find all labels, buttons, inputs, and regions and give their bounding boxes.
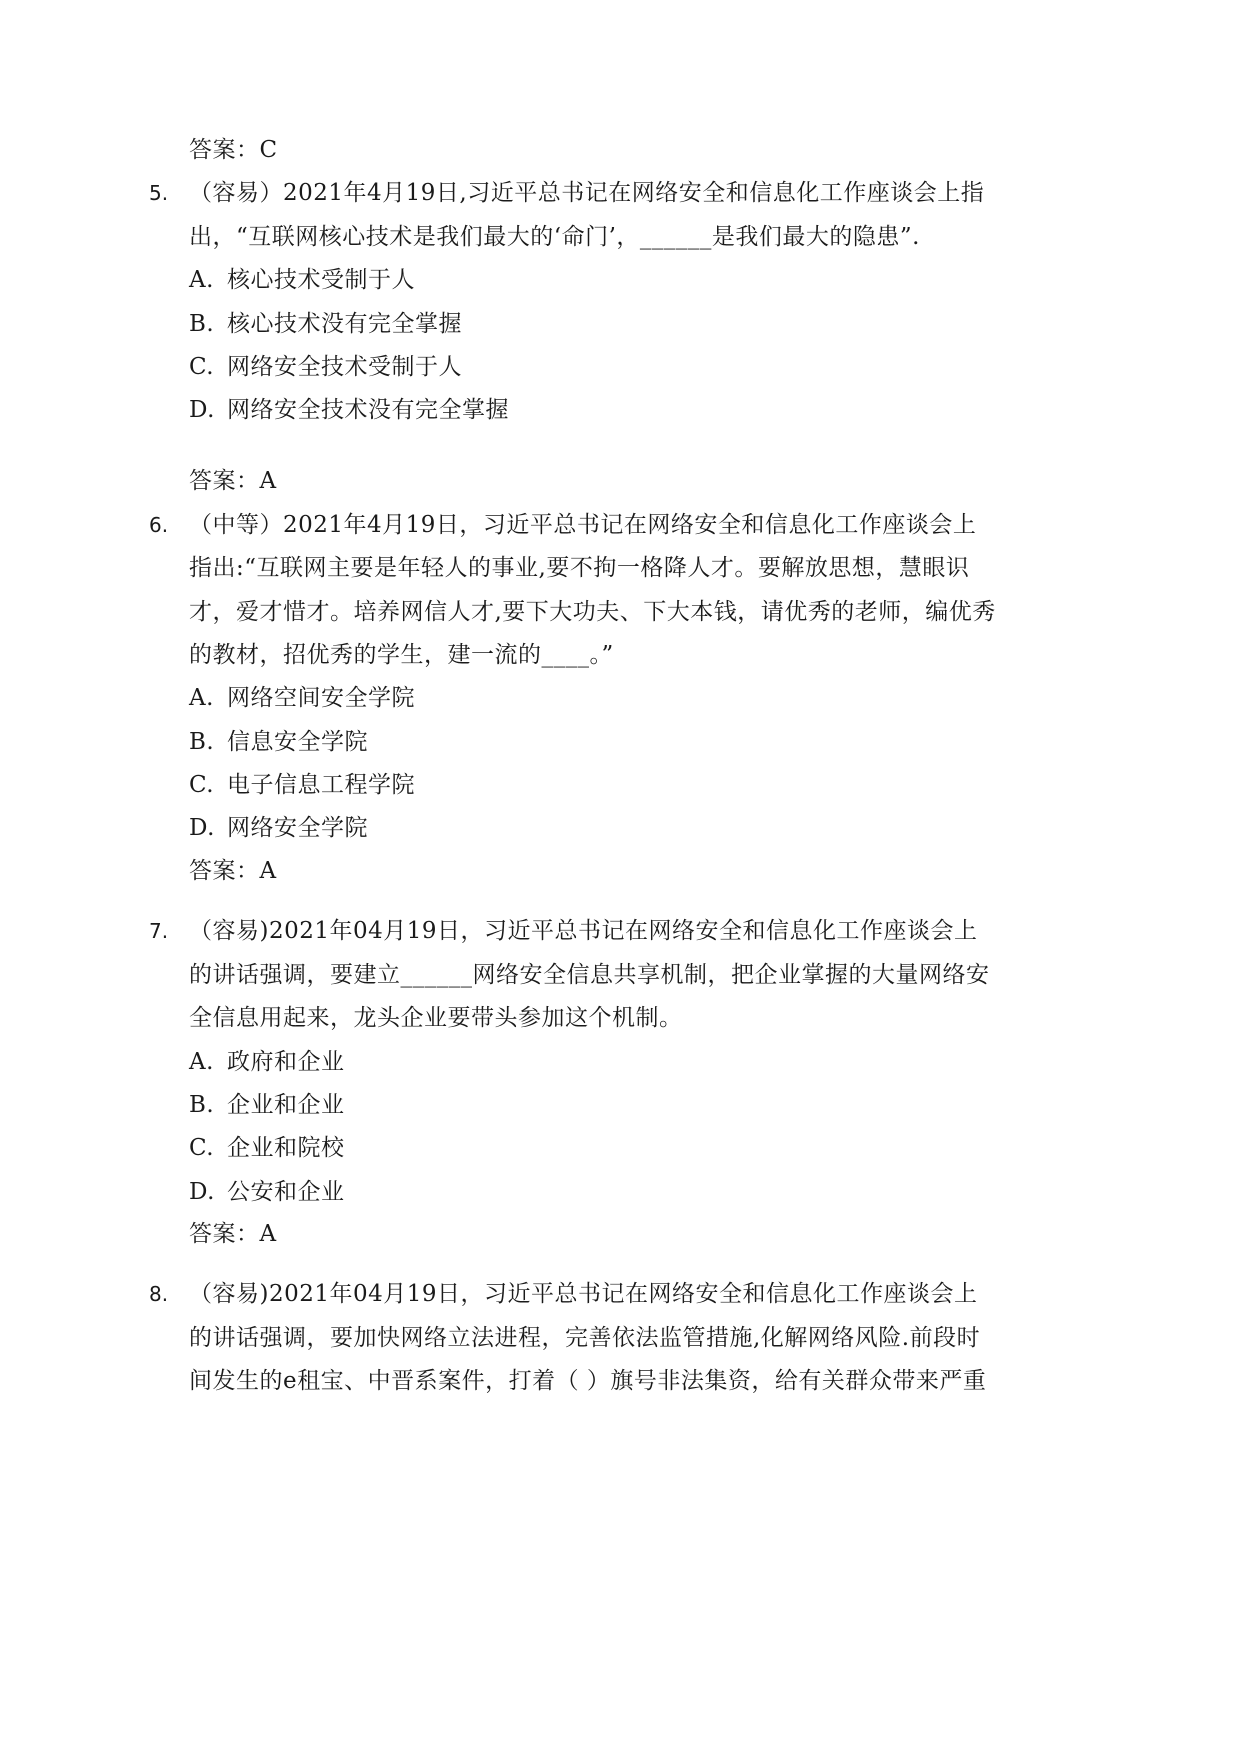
- question-6-line-4: 的教材，招优秀的学生，建一流的____。”: [189, 642, 614, 668]
- answer-q4: 答案：C: [189, 137, 278, 163]
- question-6-line-3: 才，爱才惜才。培养网信人才,要下大功夫、下大本钱，请优秀的老师，编优秀: [189, 599, 996, 625]
- question-6-option-b: [189, 727, 368, 757]
- question-number-5: 5.: [149, 181, 169, 205]
- question-6-option-c: [189, 770, 415, 800]
- question-5-line-2: 出，“互联网核心技术是我们最大的‘命门’，______是我们最大的隐患”.: [189, 224, 920, 250]
- option-text: 企业和院校: [227, 1135, 345, 1161]
- answer-q7: 答案：A: [189, 1221, 277, 1247]
- question-7-option-b: [189, 1090, 345, 1120]
- question-6-option-d: [189, 813, 368, 843]
- option-text: 网络安全技术受制于人: [227, 354, 462, 380]
- option-text: 网络安全技术没有完全掌握: [227, 397, 509, 423]
- option-letter: B.: [189, 1092, 215, 1118]
- option-text: 政府和企业: [227, 1049, 345, 1075]
- option-letter: B.: [189, 311, 215, 337]
- option-letter: C.: [189, 772, 215, 798]
- question-8-line-1: （容易)2021年04月19日，习近平总书记在网络安全和信息化工作座谈会上: [189, 1281, 978, 1307]
- question-7-option-d: [189, 1177, 345, 1207]
- option-text: 网络空间安全学院: [227, 685, 415, 711]
- option-text: 网络安全学院: [227, 815, 368, 841]
- option-letter: C.: [189, 1135, 215, 1161]
- option-text: 核心技术受制于人: [227, 267, 415, 293]
- option-text: 信息安全学院: [227, 729, 368, 755]
- question-5-option-a: [189, 265, 415, 295]
- question-number-7: 7.: [149, 919, 169, 943]
- question-7-option-a: [189, 1047, 345, 1077]
- option-text: 公安和企业: [227, 1179, 345, 1205]
- question-number-6: 6.: [149, 513, 169, 537]
- question-6-line-1: （中等）2021年4月19日，习近平总书记在网络安全和信息化工作座谈会上: [189, 512, 977, 538]
- answer-q6: 答案：A: [189, 858, 277, 884]
- option-text: 企业和企业: [227, 1092, 345, 1118]
- question-5-option-d: [189, 395, 509, 425]
- question-7-line-2: 的讲话强调，要建立______网络安全信息共享机制，把企业掌握的大量网络安: [189, 962, 990, 988]
- question-number-8: 8.: [149, 1282, 169, 1306]
- question-5-line-1: （容易）2021年4月19日,习近平总书记在网络安全和信息化工作座谈会上指: [189, 180, 985, 206]
- question-6-line-2: 指出:“互联网主要是年轻人的事业,要不拘一格降人才。要解放思想，慧眼识: [189, 555, 970, 581]
- question-8-line-3: 间发生的e租宝、中晋系案件，打着（ ）旗号非法集资，给有关群众带来严重: [189, 1368, 987, 1394]
- answer-q5: 答案：A: [189, 468, 277, 494]
- question-6-option-a: [189, 683, 415, 713]
- option-text: 电子信息工程学院: [227, 772, 415, 798]
- question-5-option-c: [189, 352, 462, 382]
- option-letter: A.: [189, 685, 214, 711]
- option-letter: D.: [189, 397, 215, 423]
- question-5-option-b: [189, 309, 462, 339]
- question-7-line-1: （容易)2021年04月19日，习近平总书记在网络安全和信息化工作座谈会上: [189, 918, 978, 944]
- option-letter: D.: [189, 815, 215, 841]
- question-8-line-2: 的讲话强调，要加快网络立法进程，完善依法监管措施,化解网络风险.前段时: [189, 1325, 981, 1351]
- option-letter: B.: [189, 729, 215, 755]
- question-7-line-3: 全信息用起来，龙头企业要带头参加这个机制。: [189, 1005, 683, 1031]
- option-letter: A.: [189, 267, 214, 293]
- question-7-option-c: [189, 1133, 345, 1163]
- option-letter: A.: [189, 1049, 214, 1075]
- option-letter: D.: [189, 1179, 215, 1205]
- option-letter: C.: [189, 354, 215, 380]
- option-text: 核心技术没有完全掌握: [227, 311, 462, 337]
